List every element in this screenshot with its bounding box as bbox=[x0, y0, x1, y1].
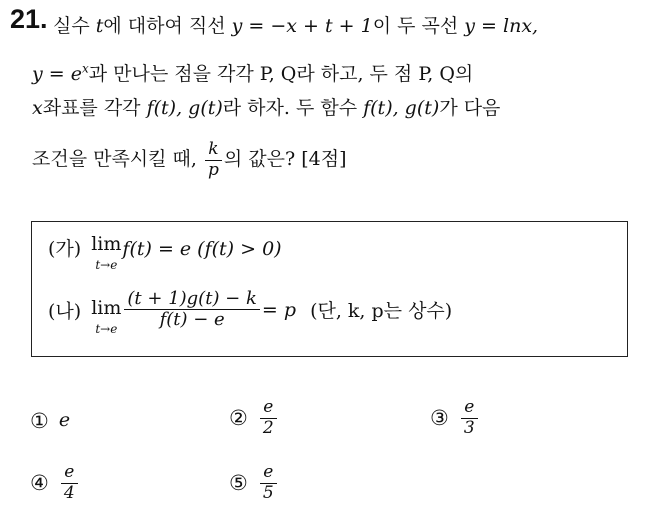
answer-option-1[interactable]: ① e bbox=[30, 409, 71, 433]
limit-na: lim t→e bbox=[91, 297, 122, 336]
answer-option-2[interactable]: ② $\frac{e}{2}$ bbox=[229, 398, 279, 438]
condition-ga bbox=[48, 234, 282, 272]
answer-option-3[interactable]: ③ $\frac{e}{3}$ bbox=[430, 398, 480, 438]
question-line-1: 실수 t에 대하여 직선 y = −x + t + 1이 두 곡선 y = lnx, bbox=[53, 15, 539, 37]
curve-ln: y = lnx, bbox=[464, 15, 539, 37]
condition-na-fraction: $\frac{(t + 1)g(t) - k}{f(t) - e}$ bbox=[124, 289, 260, 331]
question-line-3: x좌표를 각각 f(t), g(t)라 하자. 두 함수 f(t), g(t)가 다음 bbox=[32, 97, 501, 119]
condition-ga-expr: f(t) = e (f(t) > 0) bbox=[122, 238, 282, 260]
question-number: 21. bbox=[10, 4, 48, 34]
question-line-4: 조건을 만족시킬 때, $\frac{k}{p}$ 의 값은? [4점] bbox=[32, 139, 347, 180]
answer-option-5[interactable]: ⑤ $\frac{e}{5}$ bbox=[229, 463, 279, 503]
condition-ga-label: (가) bbox=[48, 238, 82, 260]
answer-option-4[interactable]: ④ $\frac{e}{4}$ bbox=[30, 463, 80, 503]
limit-ga: lim t→e bbox=[91, 233, 122, 272]
condition-na: (나) lim t→e $\frac{(t + 1)g(t) - k}{f(t) - e}$ = p (단, k, p는 상수) bbox=[48, 287, 453, 336]
question-line-2: $y = e^x$과 만나는 점을 각각 P, Q라 하고, 두 점 P, Q의 bbox=[32, 61, 474, 85]
conditions-box bbox=[31, 221, 628, 357]
line-equation: y = −x + t + 1 bbox=[231, 15, 373, 37]
curve-exp: y = e bbox=[32, 63, 82, 85]
condition-na-label: (나) bbox=[48, 300, 82, 323]
fraction-k-over-p: $\frac{k}{p}$ bbox=[205, 140, 222, 180]
condition-na-note: (단, k, p는 상수) bbox=[310, 300, 453, 323]
